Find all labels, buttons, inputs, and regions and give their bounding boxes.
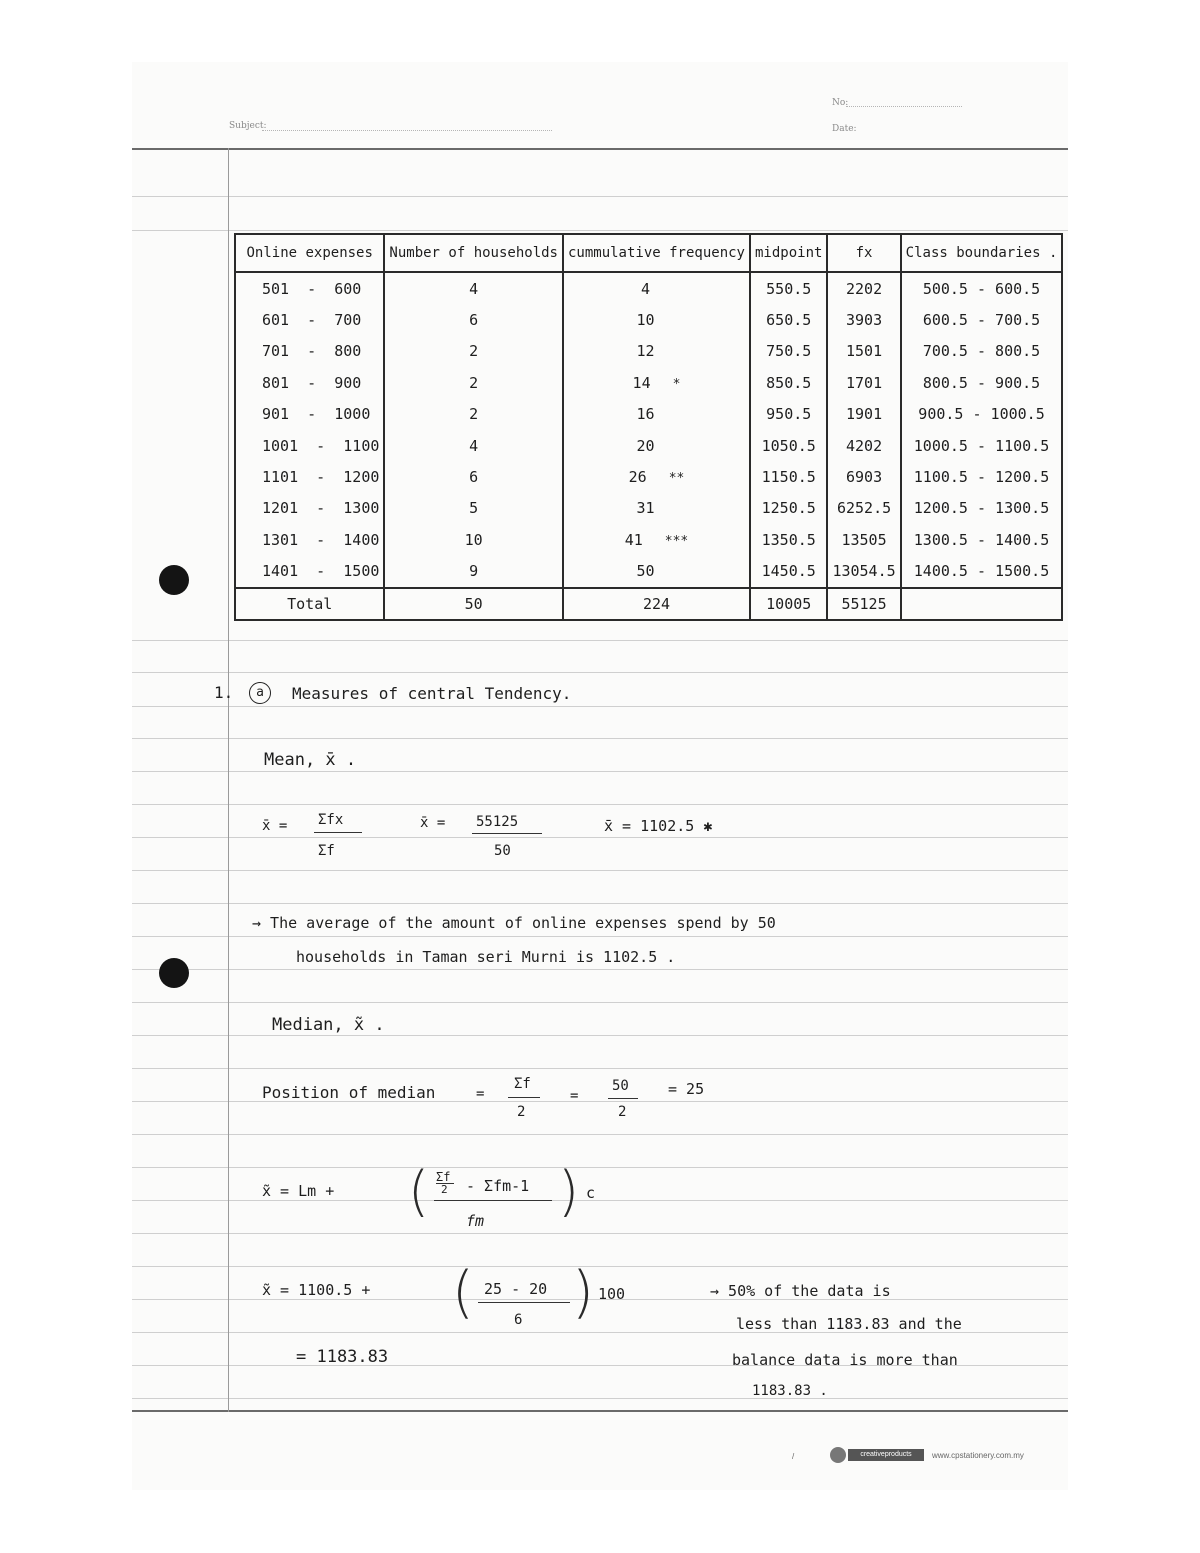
margin-line <box>228 148 229 1412</box>
class-interval: 801 - 900 <box>235 367 384 398</box>
open-paren-icon: ( <box>452 1260 474 1325</box>
boundary-cell: 700.5 - 800.5 <box>901 336 1063 367</box>
cumulative-cell: 26 ** <box>563 461 750 492</box>
formula-class-width: c <box>586 1184 596 1202</box>
rule-line <box>132 1233 1068 1234</box>
cumulative-cell: 12 <box>563 336 750 367</box>
midpoint-cell: 1450.5 <box>750 556 827 588</box>
table-row <box>235 304 1062 335</box>
table-row <box>235 556 1062 588</box>
brand-logo-icon <box>830 1447 846 1463</box>
mean-sub-lhs: x̄ = <box>420 815 446 831</box>
col-midpoint: midpoint <box>750 234 827 272</box>
boundary-cell: 800.5 - 900.5 <box>901 367 1063 398</box>
rule-line <box>132 804 1068 805</box>
section-title: Measures of central Tendency. <box>292 684 572 703</box>
midpoint-cell: 1250.5 <box>750 493 827 524</box>
no-label: No: <box>832 98 849 108</box>
rule-line <box>132 230 1068 231</box>
rule-line <box>132 196 1068 197</box>
midpoint-cell: 1150.5 <box>750 461 827 492</box>
fraction-bar <box>478 1302 570 1303</box>
frequency-table <box>234 233 1063 621</box>
formula-sigma-f: Σf <box>436 1170 451 1184</box>
rule-line <box>132 936 1068 937</box>
median-position-eq: = <box>476 1086 485 1102</box>
boundary-cell: 1300.5 - 1400.5 <box>901 524 1063 555</box>
open-paren-icon: ( <box>408 1160 430 1223</box>
total-boundary-empty <box>901 588 1063 620</box>
rule-line <box>132 1266 1068 1267</box>
rule-line <box>132 903 1068 904</box>
fraction-bar <box>472 833 542 834</box>
cumulative-cell: 20 <box>563 430 750 461</box>
fraction-bar <box>608 1098 638 1099</box>
median-position-den1: 2 <box>517 1104 526 1120</box>
frequency-cell: 10 <box>384 524 563 555</box>
class-interval: 1101 - 1200 <box>235 461 384 492</box>
frequency-cell: 6 <box>384 304 563 335</box>
top-rule <box>132 148 1068 150</box>
median-sub-lhs: x̃ = 1100.5 + <box>262 1281 371 1299</box>
mean-heading: Mean, x̄ . <box>264 750 357 770</box>
median-position-eq2: = <box>570 1088 579 1104</box>
table-row <box>235 430 1062 461</box>
brand-name: creativeproducts <box>848 1449 924 1461</box>
class-interval: 1001 - 1100 <box>235 430 384 461</box>
mean-interpretation-line2: households in Taman seri Murni is 1102.5 . <box>296 948 676 966</box>
rule-line <box>132 640 1068 641</box>
table-row <box>235 399 1062 430</box>
mean-sub-numerator: 55125 <box>476 814 519 830</box>
rule-line <box>132 771 1068 772</box>
table-row <box>235 461 1062 492</box>
rule-line <box>132 672 1068 673</box>
col-online-expenses: Online expenses <box>235 234 384 272</box>
formula-numerator-b: - Σfm-1 <box>466 1177 530 1195</box>
table-row <box>235 524 1062 555</box>
frequency-cell: 4 <box>384 430 563 461</box>
rule-line <box>132 1002 1068 1003</box>
close-paren-icon: ) <box>572 1260 594 1325</box>
total-cumulative: 224 <box>563 588 750 620</box>
fx-cell: 2202 <box>827 272 900 304</box>
rule-line <box>132 1200 1068 1201</box>
cumulative-cell: 41 *** <box>563 524 750 555</box>
cumulative-cell: 14 * <box>563 367 750 398</box>
boundary-cell: 1400.5 - 1500.5 <box>901 556 1063 588</box>
subject-label: Subject: <box>229 121 267 131</box>
mean-formula-denominator: Σf <box>318 843 335 859</box>
date-label: Date: <box>832 124 857 134</box>
fx-cell: 13505 <box>827 524 900 555</box>
median-heading: Median, x̃ . <box>272 1015 385 1035</box>
rule-line <box>132 1167 1068 1168</box>
frequency-cell: 9 <box>384 556 563 588</box>
col-class-boundaries: Class boundaries . <box>901 234 1063 272</box>
boundary-cell: 500.5 - 600.5 <box>901 272 1063 304</box>
mean-formula-lhs: x̄ = <box>262 818 288 834</box>
rule-line <box>132 870 1068 871</box>
frequency-cell: 2 <box>384 336 563 367</box>
fx-cell: 13054.5 <box>827 556 900 588</box>
rule-line <box>132 706 1068 707</box>
fx-cell: 4202 <box>827 430 900 461</box>
frequency-cell: 2 <box>384 367 563 398</box>
boundary-cell: 1000.5 - 1100.5 <box>901 430 1063 461</box>
cumulative-cell: 10 <box>563 304 750 335</box>
rule-line <box>132 837 1068 838</box>
rule-line <box>132 1035 1068 1036</box>
close-paren-icon: ) <box>558 1160 580 1223</box>
formula-sigma-f-den: 2 <box>441 1183 448 1196</box>
total-frequency: 50 <box>384 588 563 620</box>
fx-cell: 3903 <box>827 304 900 335</box>
question-number: 1. <box>214 683 234 702</box>
median-position-num1: Σf <box>514 1076 531 1092</box>
class-interval: 901 - 1000 <box>235 399 384 430</box>
midpoint-cell: 650.5 <box>750 304 827 335</box>
cumulative-cell: 31 <box>563 493 750 524</box>
class-interval: 1301 - 1400 <box>235 524 384 555</box>
boundary-cell: 1100.5 - 1200.5 <box>901 461 1063 492</box>
frequency-cell: 4 <box>384 272 563 304</box>
table-row <box>235 367 1062 398</box>
frequency-cell: 2 <box>384 399 563 430</box>
rule-line <box>132 738 1068 739</box>
median-sub-numerator: 25 - 20 <box>484 1280 548 1298</box>
median-sub-denominator: 6 <box>514 1312 523 1328</box>
class-interval: 601 - 700 <box>235 304 384 335</box>
midpoint-cell: 1050.5 <box>750 430 827 461</box>
median-interpretation-line4: 1183.83 . <box>752 1383 828 1399</box>
median-sub-class-width: 100 <box>598 1285 626 1303</box>
bottom-rule <box>132 1410 1068 1412</box>
punch-hole <box>159 958 189 988</box>
median-formula-lhs: x̃ = Lm + <box>262 1182 335 1200</box>
question-letter-circle: a <box>249 682 271 704</box>
median-result: = 1183.83 <box>296 1347 389 1367</box>
subject-line <box>262 130 552 131</box>
table-row <box>235 493 1062 524</box>
cumulative-cell: 50 <box>563 556 750 588</box>
table-total-row <box>235 588 1062 620</box>
fx-cell: 6252.5 <box>827 493 900 524</box>
median-interpretation-line2: less than 1183.83 and the <box>736 1315 962 1333</box>
class-interval: 1201 - 1300 <box>235 493 384 524</box>
median-interpretation-line1: → 50% of the data is <box>710 1282 891 1300</box>
mean-result: x̄ = 1102.5 ✱ <box>604 817 713 835</box>
class-interval: 501 - 600 <box>235 272 384 304</box>
rule-line <box>132 969 1068 970</box>
mean-sub-denominator: 50 <box>494 843 511 859</box>
frequency-cell: 5 <box>384 493 563 524</box>
fx-cell: 6903 <box>827 461 900 492</box>
cumulative-cell: 4 <box>563 272 750 304</box>
col-fx: fx <box>827 234 900 272</box>
formula-denominator: fm <box>466 1212 485 1230</box>
class-interval: 701 - 800 <box>235 336 384 367</box>
mean-formula-numerator: Σfx <box>318 812 344 828</box>
median-position-den2: 2 <box>618 1104 627 1120</box>
mean-interpretation-line1: → The average of the amount of online expenses spend by 50 <box>252 914 776 932</box>
median-position-num2: 50 <box>612 1078 629 1094</box>
total-midpoint: 10005 <box>750 588 827 620</box>
class-interval: 1401 - 1500 <box>235 556 384 588</box>
fraction-bar <box>508 1097 540 1098</box>
table-row <box>235 336 1062 367</box>
punch-hole <box>159 565 189 595</box>
total-fx: 55125 <box>827 588 900 620</box>
fx-cell: 1501 <box>827 336 900 367</box>
fx-cell: 1701 <box>827 367 900 398</box>
boundary-cell: 600.5 - 700.5 <box>901 304 1063 335</box>
no-line <box>846 106 962 107</box>
midpoint-cell: 850.5 <box>750 367 827 398</box>
rule-line <box>132 1068 1068 1069</box>
median-interpretation-line3: balance data is more than <box>732 1351 958 1369</box>
rule-line <box>132 1398 1068 1399</box>
page-mark: / <box>792 1452 795 1461</box>
frequency-cell: 6 <box>384 461 563 492</box>
midpoint-cell: 550.5 <box>750 272 827 304</box>
table-row <box>235 272 1062 304</box>
boundary-cell: 1200.5 - 1300.5 <box>901 493 1063 524</box>
median-position-result: = 25 <box>668 1080 705 1098</box>
table-header-row <box>235 234 1062 272</box>
fx-cell: 1901 <box>827 399 900 430</box>
brand-url: www.cpstationery.com.my <box>932 1451 1024 1460</box>
midpoint-cell: 950.5 <box>750 399 827 430</box>
midpoint-cell: 750.5 <box>750 336 827 367</box>
median-position-label: Position of median <box>262 1083 436 1102</box>
col-households: Number of households <box>384 234 563 272</box>
fraction-bar <box>434 1200 552 1201</box>
rule-line <box>132 1134 1068 1135</box>
col-cumulative-frequency: cummulative frequency <box>563 234 750 272</box>
total-label: Total <box>235 588 384 620</box>
cumulative-cell: 16 <box>563 399 750 430</box>
midpoint-cell: 1350.5 <box>750 524 827 555</box>
boundary-cell: 900.5 - 1000.5 <box>901 399 1063 430</box>
fraction-bar <box>314 832 362 833</box>
